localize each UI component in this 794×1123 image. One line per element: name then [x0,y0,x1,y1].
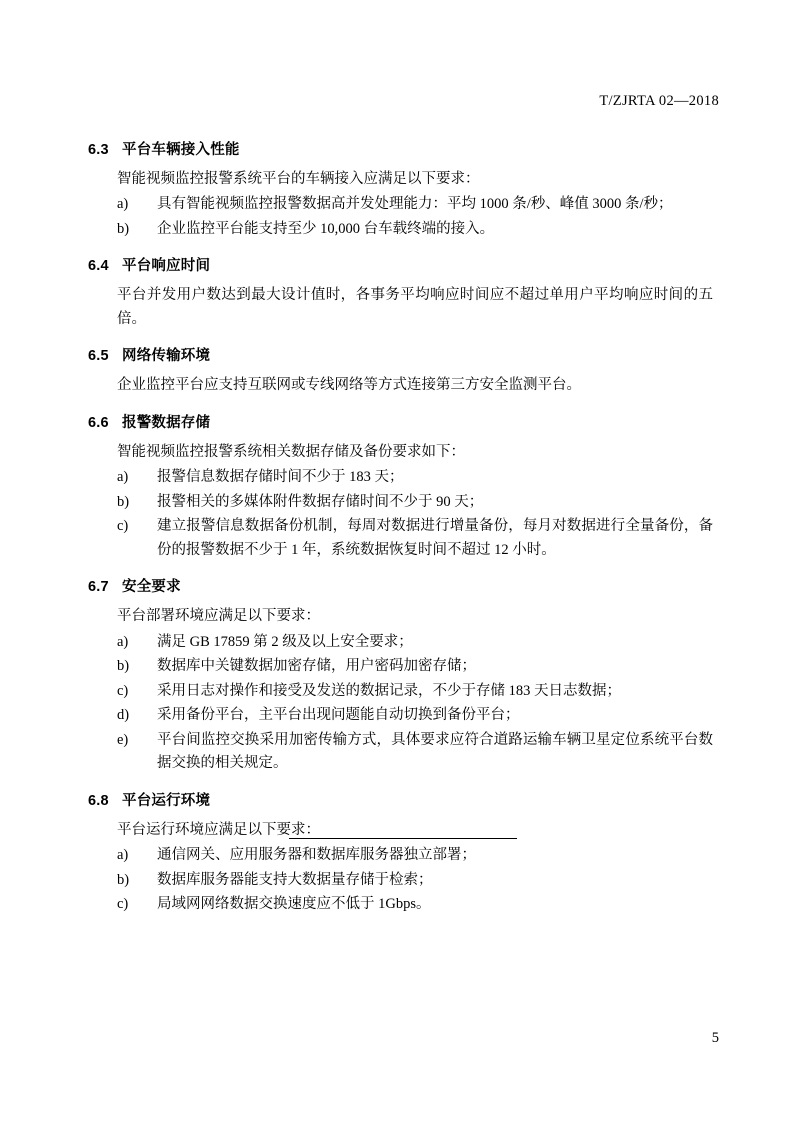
list-marker: a) [117,847,129,864]
clause-6-8 [88,789,713,917]
clause-title-text: 网络传输环境 [122,348,211,365]
clause-list [88,193,713,241]
list-text: 局域网网络数据交换速度应不低于 1Gbps。 [157,896,431,913]
clause-list [88,466,713,562]
clause-title-text: 报警数据存储 [122,414,211,431]
clause-6-7 [88,575,713,775]
clause-heading [88,575,713,596]
page-number: 5 [711,1030,719,1046]
clause-list [88,631,713,776]
list-text: 采用日志对操作和接受及发送的数据记录，不少于存储 183 天日志数据； [157,682,621,699]
list-marker: b) [117,871,130,888]
list-text: 企业监控平台能支持至少 10,000 台车载终端的接入。 [157,220,495,237]
list-text: 建立报警信息数据备份机制，每周对数据进行增量备份，每月对数据进行全量备份，备份的报警数据不少于 1 年，系统数据恢复时间不超过 12 小时。 [157,518,713,558]
clause-intro: 智能视频监控报警系统相关数据存储及备份要求如下： [117,443,465,460]
clause-intro: 平台并发用户数达到最大设计值时，各事务平均响应时间应不超过单用户平均响应时间的五倍。 [117,287,713,327]
clause-title-text: 平台运行环境 [122,792,211,809]
list-marker: a) [117,196,129,213]
clause-number: 6.3 [88,142,109,158]
clause-number: 6.6 [88,414,109,431]
list-marker: a) [117,633,129,650]
clause-6-4 [88,254,713,331]
list-item [88,466,713,489]
clause-list [88,844,713,916]
list-text: 数据库中关键数据加密存储，用户密码加密存储； [157,658,476,675]
list-item [88,515,713,562]
clause-6-5 [88,344,713,397]
standard-code: T/ZJRTA 02—2018 [599,93,719,109]
list-item [88,729,713,776]
clause-heading [88,789,713,810]
clause-heading [88,344,713,365]
list-item [88,655,713,678]
list-item [88,193,713,216]
clause-title-text: 平台车辆接入性能 [122,142,240,158]
clause-number: 6.7 [88,579,109,596]
list-text: 报警相关的多媒体附件数据存储时间不少于 90 天； [157,493,484,510]
page-header [599,93,719,110]
clause-number: 6.8 [88,792,109,809]
clause-heading [88,138,713,159]
list-marker: c) [117,896,129,913]
list-marker: b) [117,493,130,510]
clause-intro: 智能视频监控报警系统平台的车辆接入应满足以下要求： [117,171,480,187]
list-marker: d) [117,707,130,724]
list-item [88,844,713,867]
document-body [88,125,713,920]
list-text: 满足 GB 17859 第 2 级及以上安全要求； [157,633,413,650]
list-marker: b) [117,658,130,675]
list-marker: c) [117,518,129,535]
list-text: 平台间监控交换采用加密传输方式，具体要求应符合道路运输车辆卫星定位系统平台数据交换的相关规定。 [157,731,713,772]
clause-6-3 [88,138,713,241]
list-text: 采用备份平台，主平台出现问题能自动切换到备份平台； [157,707,520,724]
list-item [88,631,713,654]
list-item [88,218,713,241]
list-marker: a) [117,469,129,486]
list-item [88,893,713,916]
list-item [88,680,713,703]
list-item [88,869,713,892]
clause-heading [88,254,713,275]
clause-6-6 [88,411,713,562]
list-text: 通信网关、应用服务器和数据库服务器独立部署； [157,847,476,864]
clause-intro: 企业监控平台应支持互联网或专线网络等方式连接第三方安全监测平台。 [117,377,581,394]
list-marker: b) [117,220,130,237]
list-marker: c) [117,682,129,699]
section-end-rule [289,838,517,839]
list-item [88,491,713,514]
clause-number: 6.4 [88,258,109,275]
list-marker: e) [117,731,129,748]
clause-heading [88,411,713,432]
clause-title-text: 平台响应时间 [122,258,211,275]
clause-number: 6.5 [88,348,109,365]
list-item [88,704,713,727]
list-text: 具有智能视频监控报警数据高并发处理能力：平均 1000 条/秒、峰值 3000 条/秒； [157,196,673,213]
list-text: 报警信息数据存储时间不少于 183 天； [157,469,404,486]
clause-title-text: 安全要求 [122,579,181,596]
clause-intro: 平台部署环境应满足以下要求： [117,608,320,625]
list-text: 数据库服务器能支持大数据量存储于检索； [157,871,433,888]
clause-intro: 平台运行环境应满足以下要求： [117,821,320,838]
